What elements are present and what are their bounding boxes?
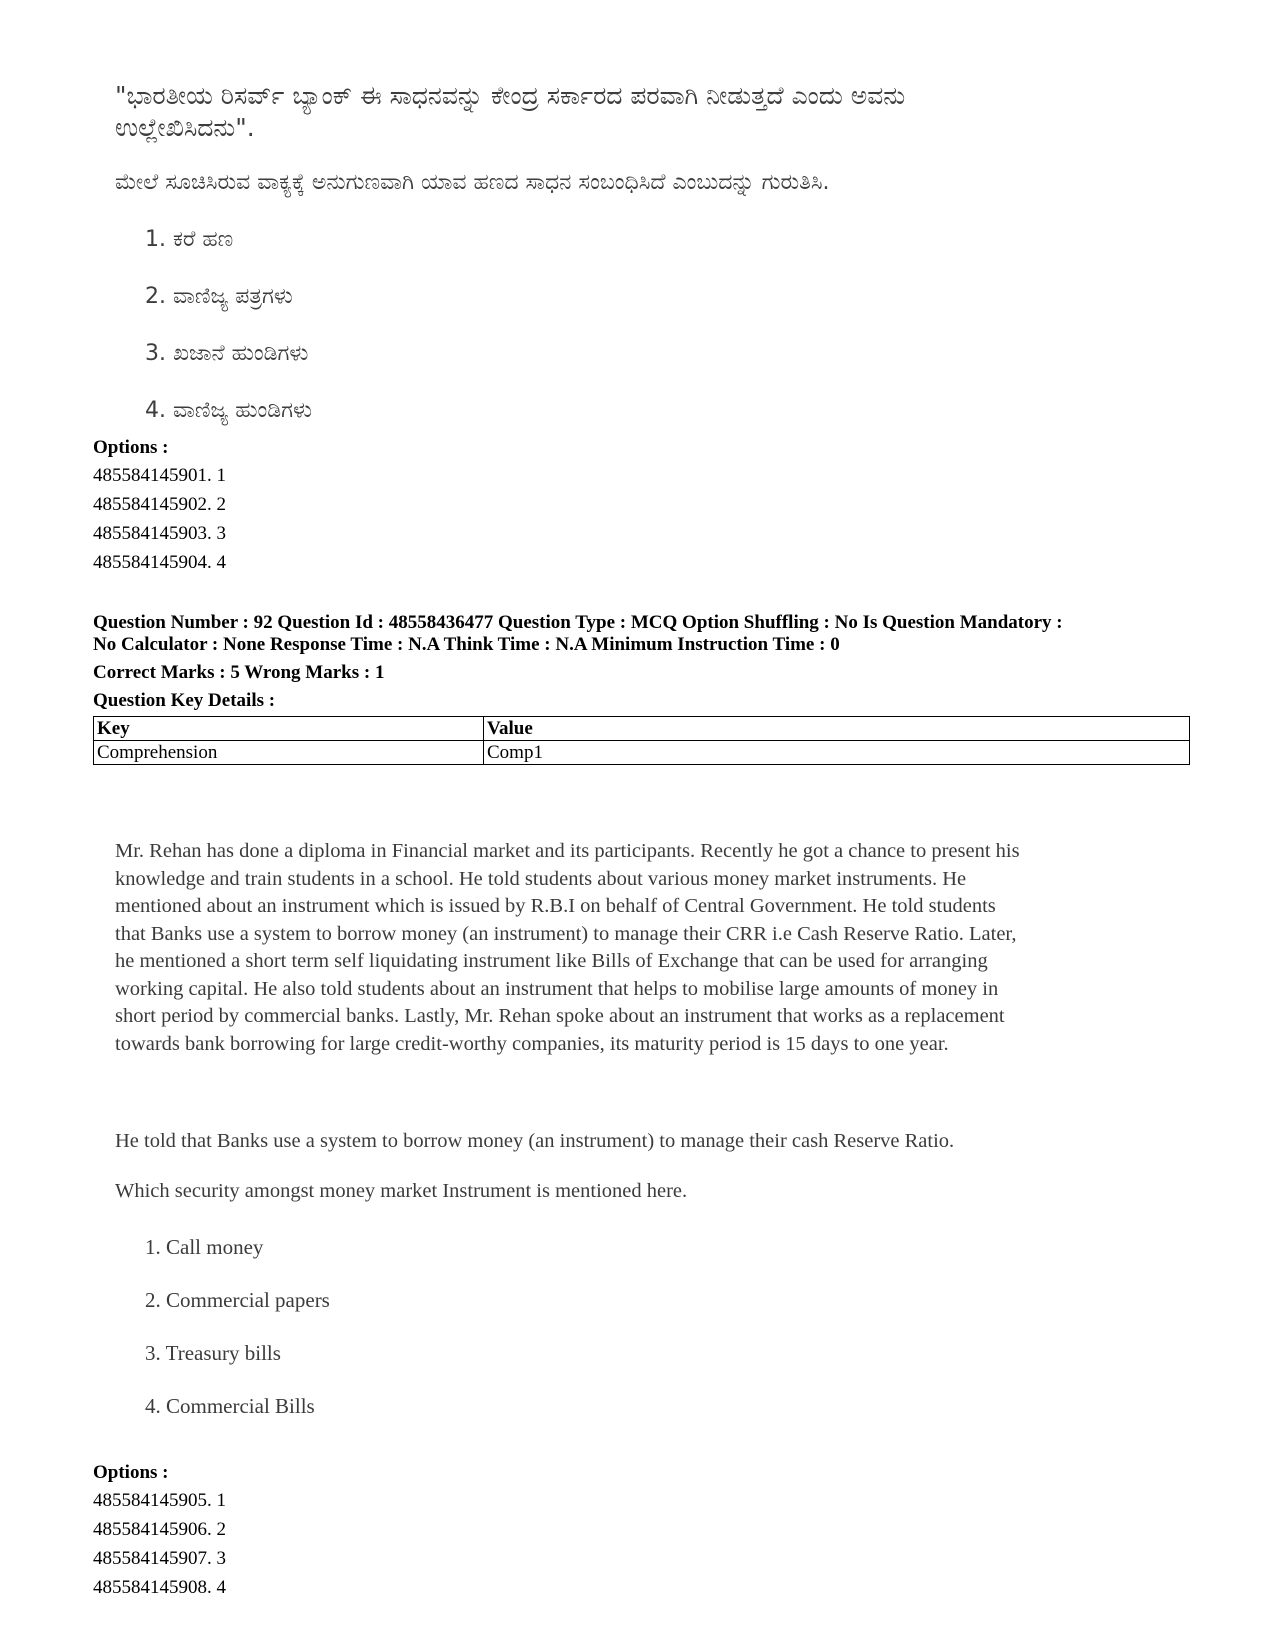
table-row — [94, 741, 1190, 765]
q91-choice-list — [145, 225, 312, 453]
passage-line: mentioned about an instrument which is issued by R.B.I on behalf of Central Government. He told students — [115, 895, 996, 917]
option-line: 485584145905. 1 — [93, 1490, 226, 1511]
list-item: 1. ಕರೆ ಹಣ — [145, 227, 234, 252]
table-cell-value: Comp1 — [484, 741, 1190, 765]
q92-meta-line1: Question Number : 92 Question Id : 48558436477 Question Type : MCQ Option Shuffling : No Is Question Mandatory : — [93, 612, 1063, 633]
q92-statement: He told that Banks use a system to borrow money (an instrument) to manage their cash Reserve Ratio. — [115, 1130, 955, 1152]
list-item: 3. ಖಜಾನೆ ಹುಂಡಿಗಳು — [145, 341, 309, 366]
list-item: 1. Call money — [145, 1235, 264, 1259]
table-cell-key: Comprehension — [94, 741, 484, 765]
passage-line: short period by commercial banks. Lastly, Mr. Rehan spoke about an instrument that works as a replacement — [115, 1005, 1005, 1027]
option-line: 485584145902. 2 — [93, 494, 226, 515]
list-item: 2. Commercial papers — [145, 1288, 330, 1312]
option-line: 485584145908. 4 — [93, 1577, 226, 1598]
option-line: 485584145906. 2 — [93, 1519, 226, 1540]
q92-choice-list — [145, 1233, 330, 1445]
q92-passage — [115, 838, 1135, 1058]
option-line: 485584145904. 4 — [93, 552, 226, 573]
table-header-value: Value — [484, 717, 1190, 741]
q91-statement — [115, 80, 1155, 144]
q91-question: ಮೇಲೆ ಸೂಚಿಸಿರುವ ವಾಕ್ಯಕ್ಕೆ ಅನುಗುಣವಾಗಿ ಯಾವ ಹಣದ ಸಾಧನ ಸಂಬಂಧಿಸಿದೆ ಎಂಬುದನ್ನು ಗುರುತಿಸಿ. — [115, 170, 830, 195]
passage-line: Mr. Rehan has done a diploma in Financial market and its participants. Recently he got a chance to present his — [115, 840, 1020, 862]
q92-meta-line2: No Calculator : None Response Time : N.A Think Time : N.A Minimum Instruction Time : 0 — [93, 634, 840, 655]
table-header-key: Key — [94, 717, 484, 741]
q92-key-table — [93, 716, 1190, 765]
list-item: 4. Commercial Bills — [145, 1394, 315, 1418]
option-line: 485584145901. 1 — [93, 465, 226, 486]
option-line: 485584145903. 3 — [93, 523, 226, 544]
q91-statement-line2: ಉಲ್ಲೇಖಿಸಿದನು". — [115, 113, 255, 142]
passage-line: working capital. He also told students about an instrument that helps to mobilise large amounts of money in — [115, 977, 999, 1000]
passage-line: that Banks use a system to borrow money (an instrument) to manage their CRR i.e Cash Reserve Ratio. Later, — [115, 922, 1017, 945]
q92-key-table-wrap — [93, 716, 1190, 765]
options-label: Options : — [93, 437, 169, 458]
q92-question: Which security amongst money market Instrument is mentioned here. — [115, 1180, 688, 1202]
passage-line: towards bank borrowing for large credit-worthy companies, its maturity period is 15 days to one year. — [115, 1032, 949, 1055]
table-header-row — [94, 717, 1190, 741]
q92-meta — [93, 612, 1193, 656]
q92-options — [93, 1462, 226, 1602]
passage-line: knowledge and train students in a school. He told students about various money market instruments. He — [115, 867, 967, 890]
q92-marks: Correct Marks : 5 Wrong Marks : 1 — [93, 662, 385, 683]
q92-key-details-label: Question Key Details : — [93, 690, 276, 711]
list-item: 2. ವಾಣಿಜ್ಯ ಪತ್ರಗಳು — [145, 284, 293, 309]
q91-options — [93, 437, 226, 577]
list-item: 3. Treasury bills — [145, 1341, 281, 1365]
q91-statement-line1: "ಭಾರತೀಯ ರಿಸರ್ವ್ ಬ್ಯಾಂಕ್ ಈ ಸಾಧನವನ್ನು ಕೇಂದ್ರ ಸರ್ಕಾರದ ಪರವಾಗಿ ನೀಡುತ್ತದೆ ಎಂದು ಅವನು — [115, 81, 906, 110]
options-label: Options : — [93, 1462, 169, 1483]
passage-line: he mentioned a short term self liquidating instrument like Bills of Exchange that can be used for arranging — [115, 950, 988, 972]
list-item: 4. ವಾಣಿಜ್ಯ ಹುಂಡಿಗಳು — [145, 398, 312, 423]
option-line: 485584145907. 3 — [93, 1548, 226, 1569]
